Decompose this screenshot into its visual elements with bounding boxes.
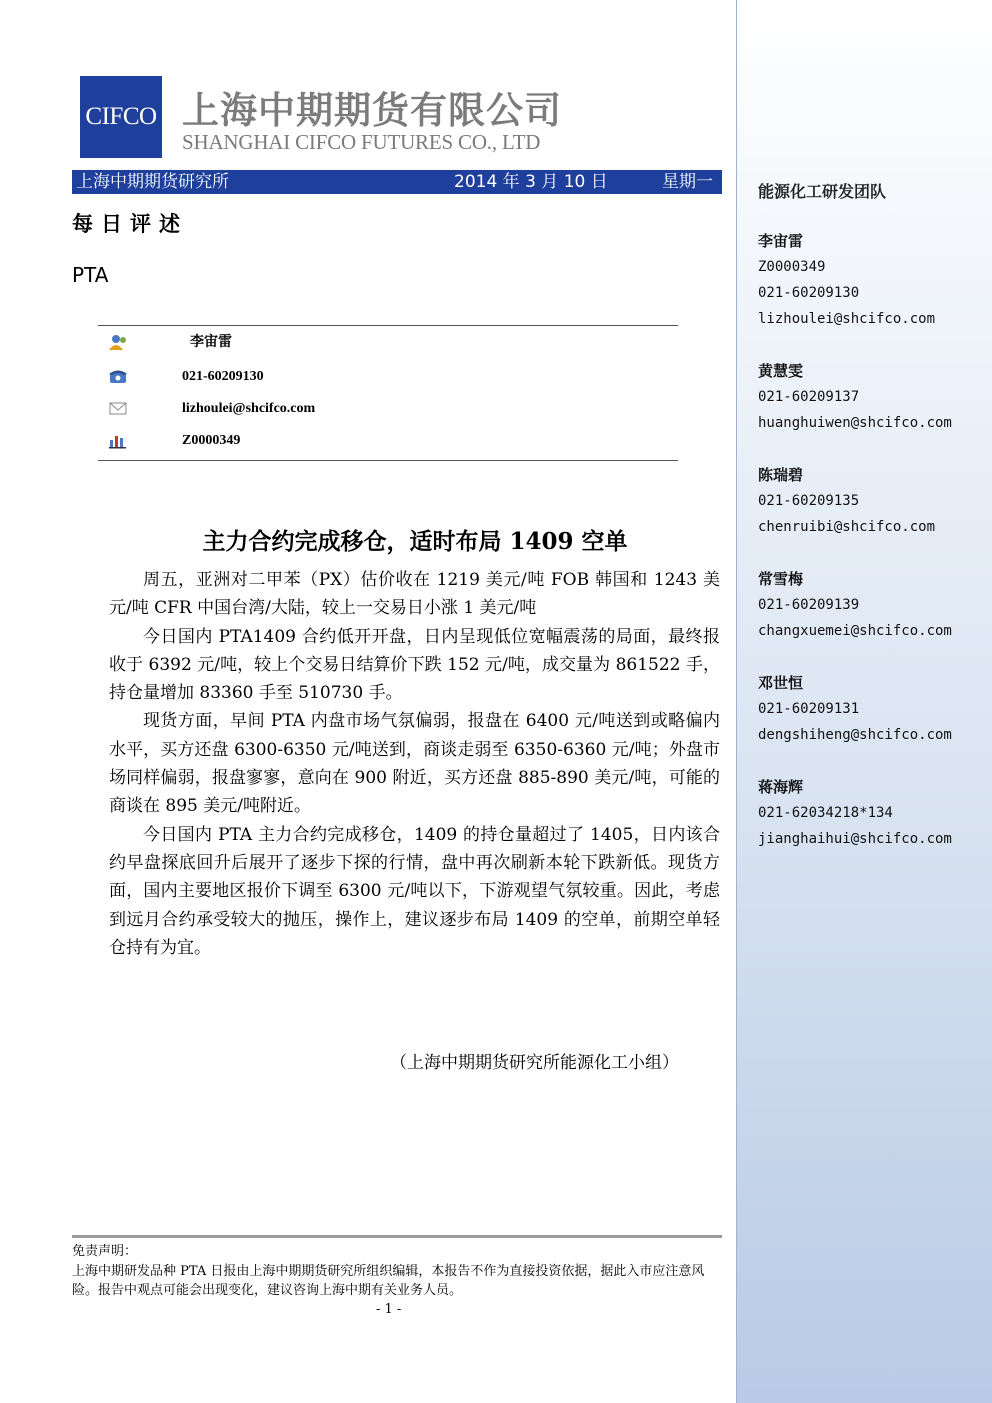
person-icon	[108, 334, 128, 351]
company-name-en: SHANGHAI CIFCO FUTURES CO., LTD	[182, 130, 541, 154]
disclaimer	[72, 1242, 724, 1301]
org-name: 上海中期期货研究所	[76, 172, 229, 192]
team-member	[758, 670, 952, 748]
team-member	[758, 774, 952, 852]
member-phone: 021-60209137	[758, 389, 860, 405]
analyst-license: Z0000349	[182, 433, 241, 448]
product-name: PTA	[72, 263, 109, 287]
page-number: - 1 -	[376, 1302, 402, 1317]
analyst-phone: 021-60209130	[182, 369, 264, 384]
mail-icon	[108, 400, 128, 417]
member-email[interactable]: jianghaihui@shcifco.com	[758, 831, 952, 847]
article-paragraph: 今日国内 PTA1409 合约低开开盘，日内呈现低位宽幅震荡的局面，最终报收于 6392 元/吨，较上个交易日结算价下跌 152 元/吨，成交量为 861522 手，持仓量增加 83360 手至 510730 手。	[109, 626, 720, 704]
article-paragraph: 今日国内 PTA 主力合约完成移仓，1409 的持仓量超过了 1405，日内该合约早盘探底回升后展开了逐步下探的行情，盘中再次刷新本轮下跌新低。现货方面，国内主要地区报价下调至 6300 元/吨以下，下游观望气氛较重。因此，考虑到远月合约承受较大的抛压，操作上，建议逐步布局 1409 的空单，前期空单轻仓持有为宜。	[109, 824, 720, 958]
member-name: 邓世恒	[758, 674, 804, 692]
disclaimer-title: 免责声明：	[72, 1244, 138, 1259]
header-bar	[72, 170, 722, 194]
analyst-contact-box	[98, 325, 678, 461]
section-title: 每日评述	[72, 212, 188, 236]
team-member	[758, 462, 935, 540]
footer-divider	[72, 1235, 722, 1238]
company-logo: CIFCO	[80, 76, 162, 158]
telephone-icon	[108, 368, 128, 385]
member-name: 陈瑞碧	[758, 466, 804, 484]
member-name: 常雪梅	[758, 570, 804, 588]
disclaimer-body: 上海中期研发品种 PTA 日报由上海中期期货研究所组织编辑，本报告不作为直接投资依据，据此入市应注意风险。报告中观点可能会出现变化，建议咨询上海中期有关业务人员。	[72, 1263, 705, 1298]
article-signature: （上海中期期货研究所能源化工小组）	[390, 1053, 679, 1073]
member-email[interactable]: chenruibi@shcifco.com	[758, 519, 936, 535]
member-phone: 021-60209139	[758, 597, 860, 613]
article-paragraph: 周五，亚洲对二甲苯（PX）估价收在 1219 美元/吨 FOB 韩国和 1243 美元/吨 CFR 中国台湾/大陆，较上一交易日小涨 1 美元/吨	[109, 570, 720, 619]
report-date: 2014 年 3 月 10 日	[454, 172, 608, 192]
chart-icon	[108, 432, 128, 449]
article-paragraph: 现货方面，早间 PTA 内盘市场气氛偏弱，报盘在 6400 元/吨送到或略偏内水平，买方还盘 6300-6350 元/吨送到，商谈走弱至 6350-6360 元/吨；外盘市场同样偏弱，报盘寥寥，意向在 900 附近，买方还盘 885-890 美元/吨，可能的商谈在 895 美元/吨附近。	[109, 711, 720, 817]
article-body	[109, 566, 720, 962]
analyst-name: 李宙雷	[190, 335, 232, 350]
article-headline: 主力合约完成移仓，适时布局 1409 空单	[202, 528, 628, 555]
member-name: 蒋海辉	[758, 778, 804, 796]
member-license: Z0000349	[758, 259, 826, 275]
analyst-email[interactable]: lizhoulei@shcifco.com	[182, 401, 316, 416]
member-email[interactable]: dengshiheng@shcifco.com	[758, 727, 952, 743]
team-member	[758, 228, 935, 332]
member-phone: 021-60209130	[758, 285, 860, 301]
member-phone: 021-60209135	[758, 493, 860, 509]
team-member	[758, 358, 952, 436]
member-name: 黄慧雯	[758, 362, 804, 380]
team-member	[758, 566, 952, 644]
company-name-cn: 上海中期期货有限公司	[182, 89, 562, 132]
member-phone: 021-60209131	[758, 701, 860, 717]
member-email[interactable]: lizhoulei@shcifco.com	[758, 311, 936, 327]
member-email[interactable]: huanghuiwen@shcifco.com	[758, 415, 952, 431]
member-phone: 021-62034218*134	[758, 805, 893, 821]
member-email[interactable]: changxuemei@shcifco.com	[758, 623, 952, 639]
team-title: 能源化工研发团队	[758, 182, 887, 201]
weekday: 星期一	[662, 172, 713, 192]
member-name: 李宙雷	[758, 232, 804, 250]
